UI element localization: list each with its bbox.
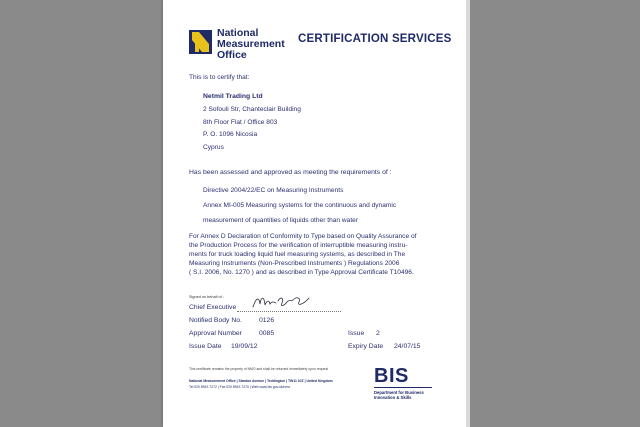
page-title: CERTIFICATION SERVICES xyxy=(298,33,452,45)
page-edge xyxy=(466,0,470,427)
paragraph-line-1: For Annex D Declaration of Conformity to Type based on Quality Assurance of xyxy=(189,233,417,240)
approval-number-label: Approval Number xyxy=(189,330,242,337)
issue-date-value: 19/09/12 xyxy=(231,343,258,350)
assessed-text: Has been assessed and approved as meeting the requirements of : xyxy=(189,169,392,176)
company-name: Netmil Trading Ltd xyxy=(203,93,263,100)
signed-on-behalf-label: Signed on behalf of : xyxy=(189,295,224,299)
bis-subtitle-2: Innovation & Skills xyxy=(374,395,412,400)
footer-note: This certificate remains the property of NMO and shall be returned immediately upon request xyxy=(189,367,329,371)
paragraph-line-3: ments for truck loading liquid fuel measuring systems, as described in The xyxy=(189,251,406,258)
address-line-2: 8th Floor Flat / Office 803 xyxy=(203,119,278,126)
chief-executive-label: Chief Executive xyxy=(189,304,237,311)
approval-number-value: 0085 xyxy=(259,330,275,337)
issue-date-label: Issue Date xyxy=(189,343,222,350)
signature-line xyxy=(237,311,341,312)
logo-line-1: National xyxy=(217,27,259,39)
issue-label: Issue xyxy=(348,330,365,337)
nmo-logo-icon xyxy=(189,30,212,54)
address-line-3: P. O. 1096 Nicosia xyxy=(203,131,258,138)
bis-subtitle-1: Department for Business xyxy=(374,390,424,395)
notified-body-label: Notified Body No. xyxy=(189,317,242,324)
logo-line-2: Measurement xyxy=(217,38,285,50)
annex-line-1: Annex MI-005 Measuring systems for the continuous and dynamic xyxy=(203,202,397,209)
bis-divider xyxy=(374,387,432,388)
intro-text: This is to certify that: xyxy=(189,74,250,81)
logo-line-3: Office xyxy=(217,49,247,61)
certificate-page xyxy=(163,0,466,427)
bis-logo: BIS xyxy=(374,365,409,387)
footer-address-line-2: Tel 020 8943 7272 | Fax 020 8943 7270 | Web www.bis.gov.uk/nmo xyxy=(189,385,291,389)
address-line-1: 2 Sofouli Str, Chanteclair Building xyxy=(203,106,301,113)
expiry-date-label: Expiry Date xyxy=(348,343,384,350)
address-line-4: Cyprus xyxy=(203,144,224,151)
paragraph-line-4: Measuring Instruments (Non-Prescribed Instruments ) Regulations 2006 xyxy=(189,260,400,267)
directive-text: Directive 2004/22/EC on Measuring Instruments xyxy=(203,187,344,194)
expiry-date-value: 24/07/15 xyxy=(394,343,421,350)
issue-value: 2 xyxy=(376,330,380,337)
paragraph-line-2: the Production Process for the verification of interruptible measuring instru- xyxy=(189,242,408,249)
handwritten-signature xyxy=(251,292,313,312)
footer-address-line-1: National Measurement Office | Stanton Avenue | Teddington | TW11 0JZ | United Kingdom xyxy=(189,379,333,383)
notified-body-value: 0126 xyxy=(259,317,275,324)
annex-line-2: measurement of quantities of liquids other than water xyxy=(203,217,359,224)
paragraph-line-5: ( S.I. 2006, No. 1270 ) and as described in Type Approval Certificate T10496. xyxy=(189,269,414,276)
